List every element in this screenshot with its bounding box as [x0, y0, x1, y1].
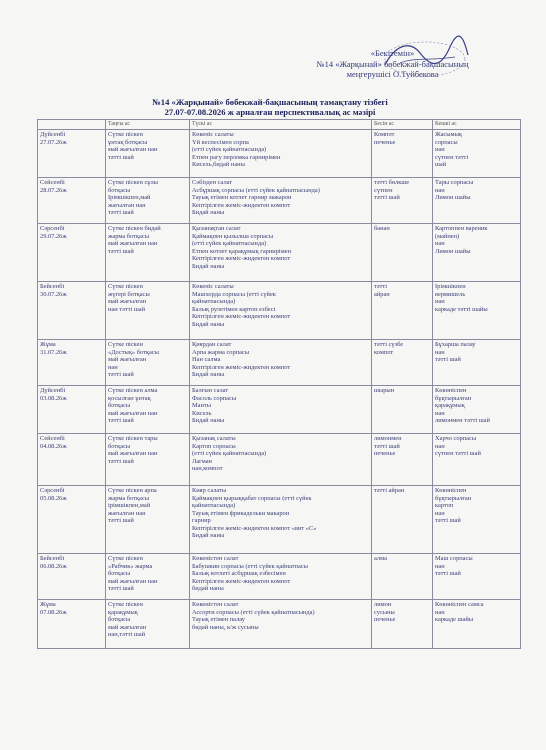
cell-line: ботқасы: [108, 186, 131, 194]
header-breakfast: Таңғы ас: [106, 120, 190, 130]
cell-line: Сейсенбі: [40, 435, 65, 442]
cell-line: Ірімшікпен: [435, 283, 466, 290]
cell-line: нан: [435, 608, 445, 616]
cell-line: Кептірілген жеміс-жидектен компот «вит «С»: [192, 524, 317, 532]
cell-line: ботқасы: [108, 442, 131, 450]
cell-line: Кептірілген жеміс-жидектен компот: [192, 313, 291, 320]
cell-line: Балғын салат: [192, 387, 229, 394]
cell-line: Көкеніс салаты: [192, 131, 234, 138]
cell-line: Тары сорпасы: [435, 179, 474, 186]
cell-line: Қаймақпен қырыққабат сорпасы (етті сүйек: [192, 494, 312, 502]
cell-line: Маш сорпасы: [435, 555, 473, 562]
header-lunch: Түскі ас: [190, 120, 372, 130]
cell-line: тәтті бөлкше: [374, 179, 410, 186]
cell-line: Ірімшікпен,май: [108, 194, 151, 201]
day-cell: [38, 178, 106, 224]
cell-line: Кияр салаты: [192, 487, 227, 494]
cell-line: нан: [435, 409, 445, 417]
cell-line: тәтті шай: [108, 417, 134, 424]
cell-line: Картоп сорпасы: [192, 442, 236, 450]
cell-line: компот: [374, 348, 394, 356]
cell-line: Көкеністен салат: [192, 601, 239, 608]
cell-line: Нан салма: [192, 356, 221, 363]
cell-line: Жұма: [40, 601, 56, 608]
cell-line: Жұма: [40, 341, 56, 348]
cell-line: печенье: [374, 138, 396, 146]
cell-line: Лагман: [192, 457, 212, 465]
day-cell: [38, 434, 106, 486]
cell-line: май жағылған нан: [108, 577, 158, 585]
lunch-cell: [190, 130, 372, 178]
cell-line: Көкөніспен: [435, 487, 467, 494]
cell-line: ботқасы: [108, 570, 131, 577]
cell-line: Сүтке піскен тары: [108, 435, 158, 442]
cell-line: бидай наны: [192, 585, 224, 592]
cell-line: қосылған ұнтақ: [108, 394, 151, 402]
snack-cell: [372, 386, 433, 434]
cell-line: Етпен котлет қарақұмық гарнирімен: [192, 247, 291, 255]
table-row: [38, 554, 521, 600]
cell-line: нан: [435, 186, 445, 194]
breakfast-cell: [106, 554, 190, 600]
breakfast-cell: [106, 434, 190, 486]
cell-line: тәтті шай: [108, 153, 134, 161]
signature-mark: [380, 35, 470, 80]
day-cell: [38, 282, 106, 340]
lunch-cell: [190, 340, 372, 386]
cell-line: тәтті шай: [374, 442, 400, 450]
lunch-cell: [190, 600, 372, 649]
cell-line: 31.07.26ж: [40, 348, 67, 356]
day-cell: [38, 600, 106, 649]
cell-line: тәтті шай: [108, 209, 134, 216]
day-cell: [38, 340, 106, 386]
cell-line: Қызанақтан салат: [192, 225, 241, 232]
snack-cell: [372, 554, 433, 600]
breakfast-cell: [106, 386, 190, 434]
cell-line: жарма ботқасы: [108, 232, 150, 240]
table-row: [38, 340, 521, 386]
cell-line: Көкөніспен самса: [435, 601, 484, 608]
snack-cell: [372, 486, 433, 554]
breakfast-cell: [106, 178, 190, 224]
cell-line: Бидай наны: [192, 417, 225, 424]
cell-line: печенье: [374, 616, 396, 623]
dinner-cell: [433, 130, 521, 178]
cell-line: жүгері ботқасы: [108, 290, 150, 298]
cell-line: Тауық етімен фрикадельки макарон: [192, 509, 290, 517]
cell-line: нан: [435, 348, 445, 356]
dinner-cell: [433, 224, 521, 282]
cell-line: 07.08.26ж: [40, 608, 67, 616]
table-header-row: [38, 120, 521, 130]
table-row: [38, 224, 521, 282]
cell-line: Дүйсенбі: [40, 131, 66, 138]
cell-line: Сейсенбі: [40, 179, 65, 186]
cell-line: нан,тәтті шай: [108, 631, 146, 638]
cell-line: бұқтырылған: [435, 494, 472, 502]
header-day: [38, 120, 106, 130]
cell-line: жарма ботқасы: [108, 494, 150, 502]
cell-line: Қаймақпен қызылша сорпасы: [192, 232, 274, 240]
cell-line: сусыны: [374, 608, 395, 616]
cell-line: қарақұмық: [108, 608, 138, 616]
cell-line: (етті сүйек қайнатпасында): [192, 146, 267, 153]
lunch-cell: [190, 554, 372, 600]
dinner-cell: [433, 282, 521, 340]
day-cell: [38, 224, 106, 282]
cell-line: (етті сүйек қайнатпасында): [192, 450, 267, 457]
cell-line: қайнатпасында): [192, 502, 236, 509]
cell-line: тәтті шай: [374, 194, 400, 201]
title-line-1: №14 «Жарқынай» бөбекжай-бақшасының тамақтану тізбегі: [152, 97, 388, 107]
cell-line: тәтті шай: [108, 247, 134, 255]
cell-line: Балық котлеті асбұршақ езбесімен: [192, 570, 286, 577]
cell-line: шырын: [374, 387, 395, 394]
cell-line: печенье: [374, 450, 396, 457]
cell-line: Сәрсенбі: [40, 225, 65, 232]
cell-line: Манты: [192, 402, 212, 409]
dinner-cell: [433, 434, 521, 486]
dinner-cell: [433, 600, 521, 649]
breakfast-cell: [106, 130, 190, 178]
cell-line: Сүтке піскен: [108, 601, 143, 608]
cell-line: Дүйсенбі: [40, 387, 66, 394]
cell-line: тәтті айран: [374, 487, 405, 494]
cell-line: Кептірілген жеміс-жидектен компот: [192, 577, 291, 585]
lunch-cell: [190, 282, 372, 340]
cell-line: вермишель: [435, 290, 466, 298]
lunch-cell: [190, 486, 372, 554]
cell-line: Сүтке піскен: [108, 131, 143, 138]
table-row: [38, 282, 521, 340]
cell-line: нан,компот: [192, 465, 223, 472]
cell-line: ботқасы: [108, 402, 131, 409]
cell-line: Кисель,бидай наны: [192, 161, 245, 168]
breakfast-cell: [106, 224, 190, 282]
breakfast-cell: [106, 486, 190, 554]
cell-line: Сүтке піскен арпа: [108, 487, 157, 494]
cell-line: тәтті: [374, 283, 387, 290]
cell-line: тәтті шай: [108, 371, 134, 378]
lunch-cell: [190, 178, 372, 224]
cell-line: Кисель: [192, 409, 212, 417]
cell-line: 28.07.26ж: [40, 186, 67, 194]
cell-line: нан: [435, 146, 445, 153]
cell-line: Бидай наны: [192, 262, 225, 270]
cell-line: Компот: [374, 131, 395, 138]
cell-line: Балық рулетімен картоп езбесі: [192, 305, 276, 313]
cell-line: Көкеніс салаты: [192, 283, 234, 290]
cell-line: ірімшікпен,май: [108, 502, 151, 509]
cell-line: Харчо сорпасы: [435, 435, 477, 442]
cell-line: тәтті шай: [435, 356, 461, 363]
cell-line: Сүтке піскен: [108, 341, 143, 348]
cell-line: май жағылған: [108, 623, 147, 631]
table-row: [38, 386, 521, 434]
cell-line: Бейсенбі: [40, 283, 65, 290]
cell-line: банан: [374, 225, 390, 232]
cell-line: нан: [435, 240, 445, 247]
cell-line: лимонмен тәтті шай: [435, 417, 490, 424]
approval-line-2: №14 «Жарқынай» бөбекжай-бақшасының: [316, 58, 469, 69]
cell-line: Асбұршақ сорпасы (етті сүйек қайнатпасында): [192, 186, 320, 194]
day-cell: [38, 554, 106, 600]
title-line-2: 27.07-07.08.2026 ж арналған перспективалық ас мәзірі: [164, 107, 376, 117]
cell-line: картоп: [435, 502, 454, 509]
cell-line: Сүтке піскен алма: [108, 387, 158, 394]
table-row: [38, 130, 521, 178]
cell-line: нан: [435, 562, 445, 570]
cell-line: Сәбізден салат: [192, 179, 233, 186]
cell-line: айран: [374, 290, 390, 298]
cell-line: Бабушкин сорпасы (етті сүйек қайнатпасы: [192, 562, 308, 570]
breakfast-cell: [106, 340, 190, 386]
snack-cell: [372, 130, 433, 178]
cell-line: май жағылған нан: [108, 240, 158, 247]
cell-line: тәтті сүзбе: [374, 341, 404, 348]
cell-line: нан: [435, 442, 445, 450]
lunch-cell: [190, 224, 372, 282]
cell-line: Бидай наны: [192, 371, 225, 378]
cell-line: 04.08.26ж: [40, 442, 67, 450]
cell-line: 05.08.26ж: [40, 494, 67, 502]
day-cell: [38, 130, 106, 178]
cell-line: тәтті шай: [108, 585, 134, 592]
cell-line: Бұхарша палау: [435, 341, 476, 348]
cell-line: май жағылған нан: [108, 146, 158, 153]
snack-cell: [372, 600, 433, 649]
cell-line: 29.07.26ж: [40, 232, 67, 240]
cell-line: сүтпен тәтті шай: [435, 450, 481, 457]
cell-line: ұнтақ ботқасы: [108, 138, 148, 146]
day-cell: [38, 386, 106, 434]
document-title: [120, 97, 420, 117]
cell-line: май жағылған: [108, 298, 147, 305]
cell-line: Қиярдан салат: [192, 341, 232, 348]
cell-line: тәтті шай: [108, 457, 134, 465]
cell-line: шай: [435, 161, 447, 168]
cell-line: тәтті шай: [435, 570, 461, 577]
cell-line: Кептірілген жеміс-жидектен компот: [192, 363, 291, 371]
cell-line: Сүтке піскен: [108, 283, 143, 290]
cell-line: Тауық етімен палау: [192, 616, 245, 623]
cell-line: Етпен рагу перловка гарнирімен: [192, 153, 281, 161]
table-row: [38, 434, 521, 486]
cell-line: май жағылған нан: [108, 409, 158, 417]
cell-line: Көкөніспен: [435, 387, 467, 394]
cell-line: Машхорда сорпасы (етті сүйек: [192, 290, 276, 298]
cell-line: 03.08.26ж: [40, 394, 67, 402]
day-cell: [38, 486, 106, 554]
cell-line: нан: [108, 363, 118, 371]
header-dinner: Кешкі ас: [433, 120, 521, 130]
cell-line: нан тәтті шай: [108, 305, 146, 313]
cell-line: лимонмен: [374, 435, 402, 442]
table-row: [38, 600, 521, 649]
approval-line-3: меңгерушісі О.Туйбекова: [346, 69, 439, 79]
cell-line: май жағылған: [108, 356, 147, 363]
snack-cell: [372, 340, 433, 386]
dinner-cell: [433, 554, 521, 600]
cell-line: ботқасы: [108, 616, 131, 623]
cell-line: Жасымық: [435, 131, 462, 138]
approval-line-1: «Бекітемін»: [370, 48, 415, 58]
cell-line: май жағылған нан: [108, 450, 158, 457]
cell-line: Тауық етімен котлет гарнир макарон: [192, 194, 292, 201]
menu-table-body: [38, 130, 521, 649]
cell-line: жағылған нан: [108, 509, 146, 517]
cell-line: Сүтке піскен бидай: [108, 225, 161, 232]
cell-line: қайнатпасында): [192, 298, 236, 305]
cell-line: лимон: [374, 601, 392, 608]
cell-line: алма: [374, 555, 387, 562]
cell-line: сорпасы: [435, 138, 458, 146]
cell-line: Лимон шайы: [435, 194, 471, 201]
cell-line: Сәрсенбі: [40, 487, 65, 494]
snack-cell: [372, 282, 433, 340]
cell-line: 27.07.26ж: [40, 138, 67, 146]
lunch-cell: [190, 386, 372, 434]
cell-line: нан: [435, 509, 445, 517]
breakfast-cell: [106, 600, 190, 649]
cell-line: Кептірілген жеміс-жидектен компот: [192, 255, 291, 262]
cell-line: каркаде шайы: [435, 616, 474, 623]
cell-line: Сүтке піскен: [108, 555, 143, 562]
cell-line: 06.08.26ж: [40, 562, 67, 570]
snack-cell: [372, 434, 433, 486]
cell-line: гарнир: [192, 517, 211, 524]
cell-line: сүтпен тәтті: [435, 153, 469, 161]
cell-line: Бидай наны: [192, 320, 225, 328]
cell-line: Арпа жарма сорпасы: [192, 348, 250, 356]
cell-line: каркаде тәтті шайы: [435, 305, 488, 313]
cell-line: Қызанақ салаты: [192, 435, 236, 442]
cell-line: нан: [435, 298, 445, 305]
cell-line: Ассорти сорпасы (етті сүйек қайнатпасында): [192, 608, 315, 616]
cell-line: тәтті шай: [108, 517, 134, 524]
dinner-cell: [433, 178, 521, 224]
cell-line: бидай наны, к/ж сусыны: [192, 623, 259, 631]
cell-line: жағылған нан: [108, 201, 146, 209]
menu-table: [37, 119, 521, 649]
cell-line: (майпен): [435, 232, 460, 240]
cell-line: Бидай наны: [192, 209, 225, 216]
dinner-cell: [433, 340, 521, 386]
table-row: [38, 178, 521, 224]
cell-line: Бидай наны: [192, 532, 225, 539]
snack-cell: [372, 178, 433, 224]
cell-line: 30.07.26ж: [40, 290, 67, 298]
cell-line: Көкеністен салат: [192, 555, 239, 562]
snack-cell: [372, 224, 433, 282]
header-snack: Бесін ас: [372, 120, 433, 130]
cell-line: Сүтке піскен сұлы: [108, 179, 158, 186]
cell-line: бұқтырылған: [435, 394, 472, 402]
cell-line: қарақұмық: [435, 402, 465, 409]
cell-line: Фасоль сорпасы: [192, 394, 237, 402]
cell-line: Кептірілген жеміс-жидектен компот: [192, 201, 291, 209]
table-row: [38, 486, 521, 554]
cell-line: тәтті шай: [435, 517, 461, 524]
cell-line: сүтпен: [374, 186, 393, 194]
lunch-cell: [190, 434, 372, 486]
cell-line: (етті сүйек қайнатпасында): [192, 240, 267, 247]
cell-line: «Рабчик» жарма: [108, 562, 153, 570]
cell-line: Бейсенбі: [40, 555, 65, 562]
cell-line: «Достық» ботқасы: [108, 348, 159, 356]
dinner-cell: [433, 386, 521, 434]
breakfast-cell: [106, 282, 190, 340]
cell-line: Картоппен вареник: [435, 225, 488, 232]
cell-line: Лимон шайы: [435, 247, 471, 255]
dinner-cell: [433, 486, 521, 554]
cell-line: Үй кеспесімен сорпа: [192, 138, 249, 146]
